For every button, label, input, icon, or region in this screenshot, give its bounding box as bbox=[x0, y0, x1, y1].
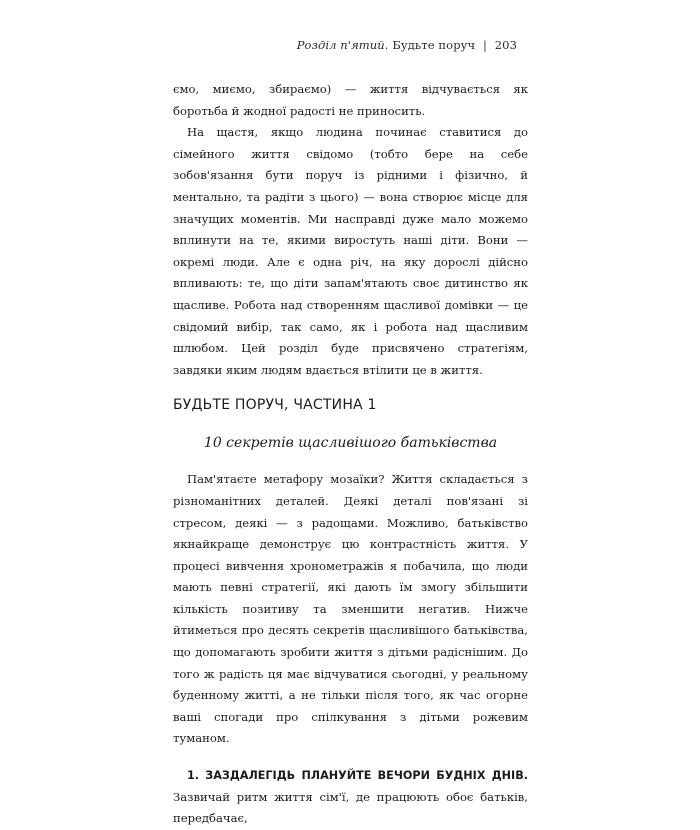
paragraph: Пам'ятаєте метафору мозаїки? Життя складається з різноманітних деталей. Деякі деталі пов'язані зі стресом, деякі — з радощами. Можливо, батьківство якнайкраще демонструє цю контрастність життя. У процесі вивчення хронометражів я побачила, що люди мають певні стратегії, які дають їм змогу збільшити кількість позитиву та зменшити негатив. Нижче йтиметься про десять секретів щасливішого батьківства, що допомагають зробити життя з дітьми радіснішим. До того ж радість ця має відчуватися сьогодні, у реальному буденному житті, а не тільки після того, як час огорне ваші спогади про спілкування з дітьми рожевим туманом. bbox=[173, 472, 528, 746]
chapter-label: Розділ п'ятий. bbox=[296, 38, 389, 52]
page-body bbox=[173, 79, 528, 830]
numbered-paragraph-text: Зазвичай ритм життя сім'ї, де працюють обоє батьків, передбачає, bbox=[173, 789, 528, 826]
header-separator: | bbox=[483, 38, 487, 52]
section-heading: БУДЬТЕ ПОРУЧ, ЧАСТИНА 1 bbox=[173, 397, 377, 414]
paragraph-continuation: ємо, миємо, збираємо) — життя відчувається як боротьба й жодної радості не приносить. bbox=[173, 82, 528, 118]
running-head bbox=[297, 38, 517, 52]
numbered-lead-in: 1. ЗАЗДАЛЕГІДЬ ПЛАНУЙТЕ ВЕЧОРИ БУДНІХ ДНІВ. bbox=[187, 769, 528, 783]
page-number: 203 bbox=[494, 38, 517, 52]
section-subheading: 10 секретів щасливішого батьківства bbox=[203, 435, 498, 452]
numbered-paragraph bbox=[173, 765, 528, 830]
chapter-title: Будьте поруч bbox=[392, 38, 476, 52]
paragraph: На щастя, якщо людина починає ставитися до сімейного життя свідомо (тобто бере на себе зобов'язання бути поруч із рідними і фізично, й ментально, та радіти з цього) — вона створює місце для значущих моментів. Ми насправді дуже мало можемо вплинути на те, якими виростуть наші діти. Вони — окремі люди. Але є одна річ, на яку дорослі дійсно впливають: те, що діти запам'ятають своє дитинство як щасливе. Робота над створенням щасливої домівки — це свідомий вибір, так само, як і робота над щасливим шлюбом. Цей розділ буде присвячено стратегіям, завдяки яким людям вдається втілити це в життя. bbox=[173, 125, 528, 377]
